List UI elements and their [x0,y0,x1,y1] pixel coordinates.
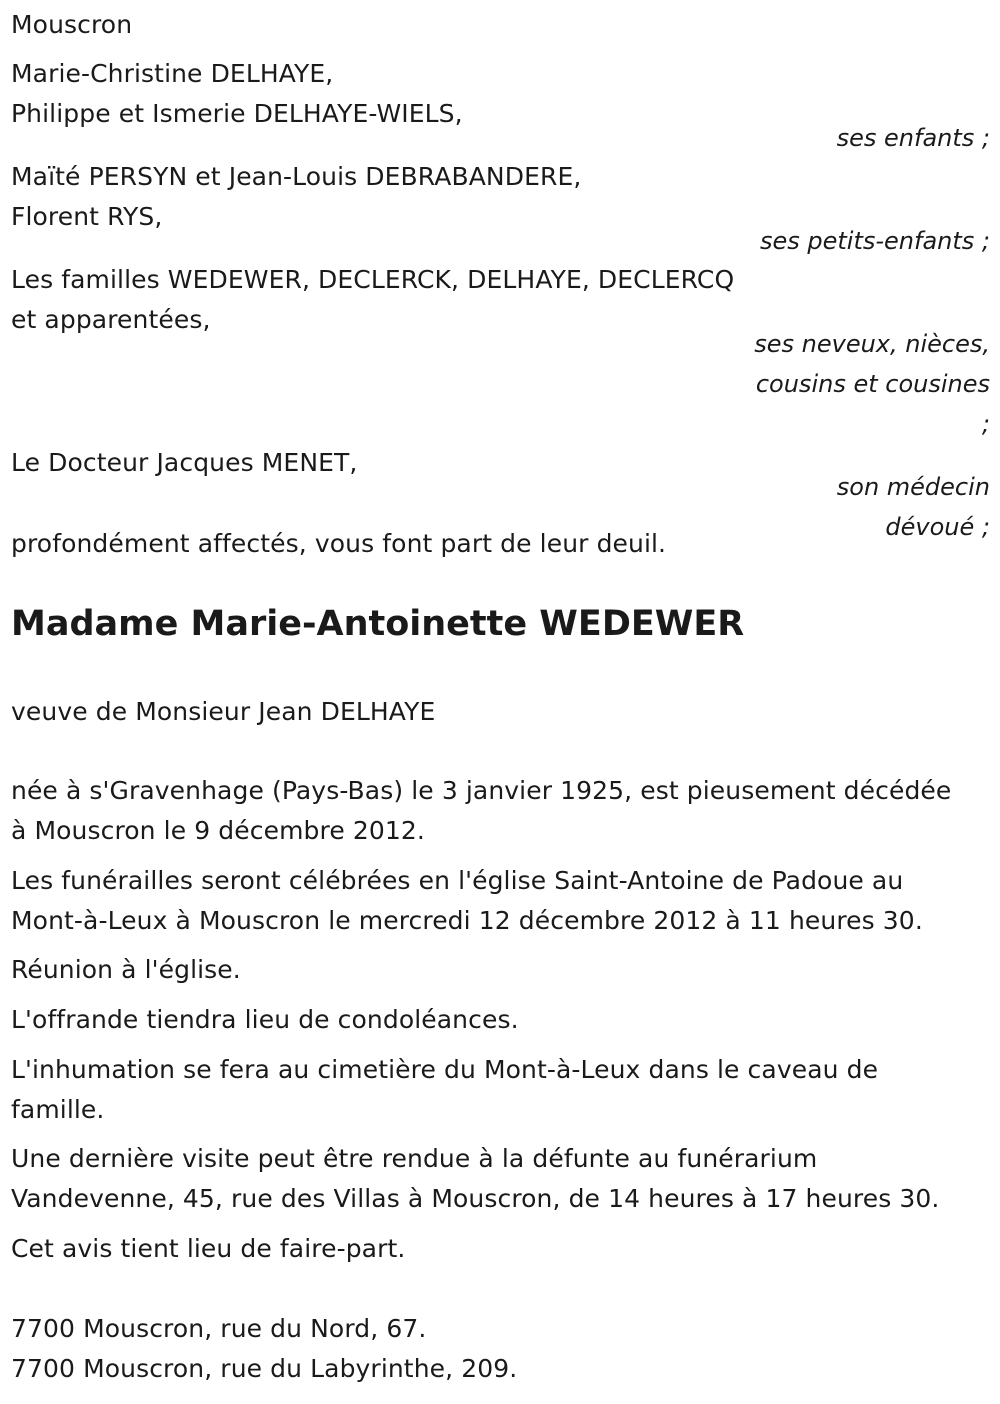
families-line-1: Les familles WEDEWER, DECLERCK, DELHAYE, DECLERCQ [11,265,735,294]
burial-line-1: L'inhumation se fera au cimetière du Mont-à-Leux dans le caveau de [11,1055,879,1084]
families-role-line-1: ses neveux, nièces, [754,330,990,358]
doctor-role-line-2: dévoué ; [885,513,990,541]
deceased-name: Madame Marie-Antoinette WEDEWER [11,604,745,644]
children-role: ses enfants ; [836,124,990,152]
address-line-1: 7700 Mouscron, rue du Nord, 67. [11,1314,427,1343]
funeral-line-1: Les funérailles seront célébrées en l'église Saint-Antoine de Padoue au [11,866,904,895]
grandchildren-line-2: Florent RYS, [11,202,163,231]
address-line-2: 7700 Mouscron, rue du Labyrinthe, 209. [11,1354,518,1383]
doctor-role-line-1: son médecin [836,473,990,501]
birth-death-line-2: à Mouscron le 9 décembre 2012. [11,816,425,845]
visit-line-2: Vandevenne, 45, rue des Villas à Mouscron, de 14 heures à 17 heures 30. [11,1184,940,1213]
funeral-line-2: Mont-à-Leux à Mouscron le mercredi 12 décembre 2012 à 11 heures 30. [11,906,923,935]
meeting-line: Réunion à l'église. [11,955,241,984]
families-line-2: et apparentées, [11,305,211,334]
families-role-line-3: ; [981,410,990,438]
closing-line: profondément affectés, vous font part de leur deuil. [11,529,667,558]
visit-line-1: Une dernière visite peut être rendue à la défunte au funérarium [11,1144,818,1173]
burial-line-2: famille. [11,1095,105,1124]
children-line-1: Marie-Christine DELHAYE, [11,59,334,88]
offering-line: L'offrande tiendra lieu de condoléances. [11,1005,519,1034]
grandchildren-line-1: Maïté PERSYN et Jean-Louis DEBRABANDERE, [11,162,582,191]
birth-death-line-1: née à s'Gravenhage (Pays-Bas) le 3 janvier 1925, est pieusement décédée [11,776,952,805]
grandchildren-role: ses petits-enfants ; [759,227,990,255]
city-header: Mouscron [11,10,133,39]
notice-line: Cet avis tient lieu de faire-part. [11,1234,406,1263]
children-line-2: Philippe et Ismerie DELHAYE-WIELS, [11,99,463,128]
widow-of-line: veuve de Monsieur Jean DELHAYE [11,697,436,726]
doctor-line: Le Docteur Jacques MENET, [11,448,358,477]
families-role-line-2: cousins et cousines [755,370,990,398]
